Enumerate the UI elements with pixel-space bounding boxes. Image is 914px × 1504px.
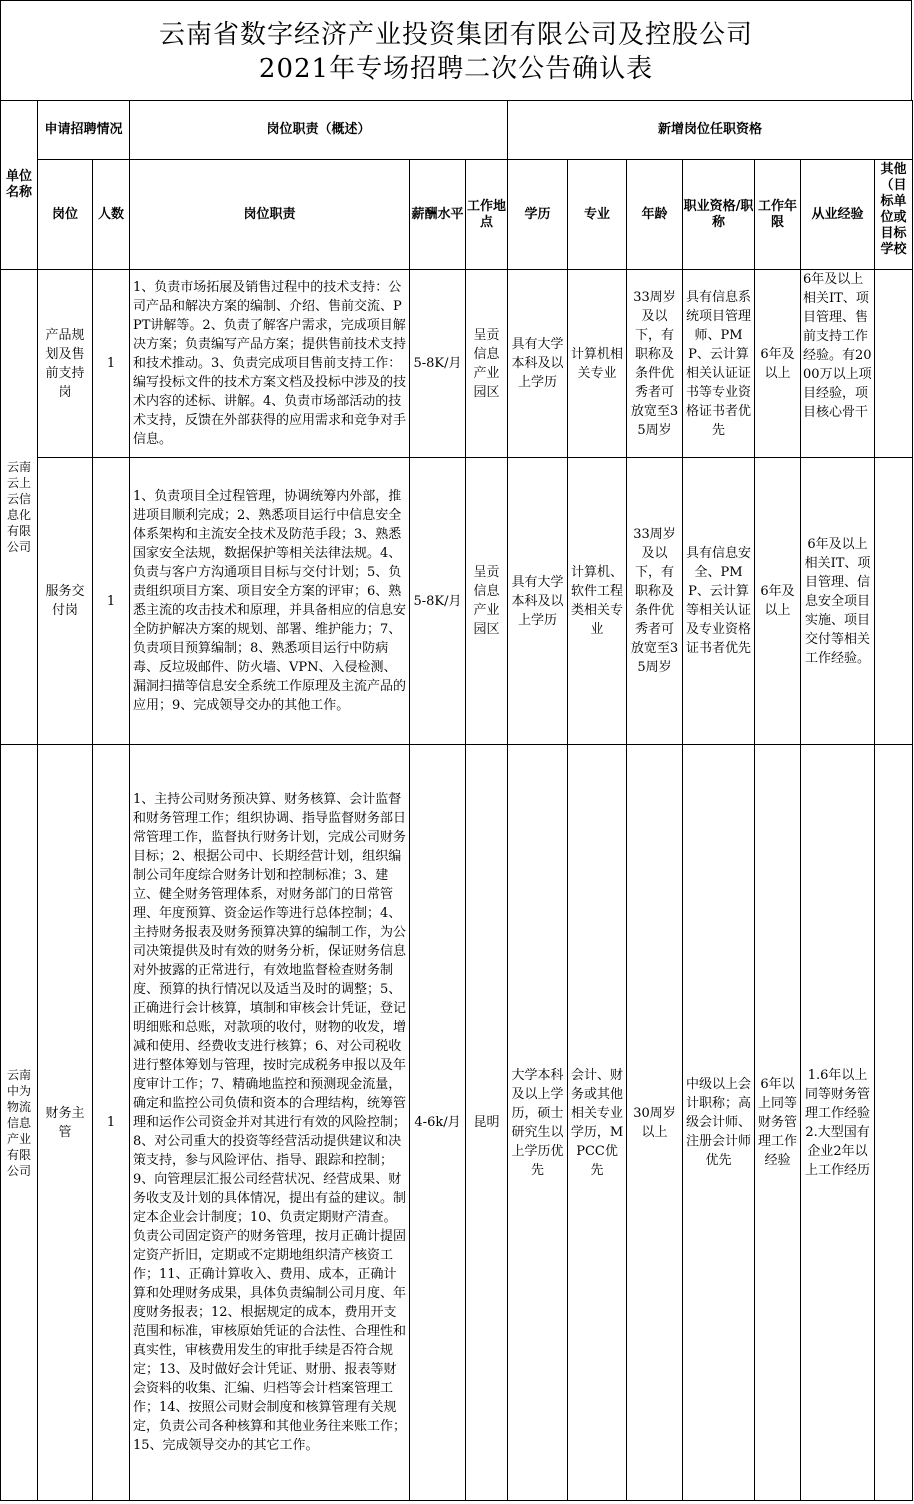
major-cell — [568, 458, 627, 745]
location-text: 呈贡信息产业园区 — [473, 565, 500, 637]
education-cell — [508, 270, 568, 458]
age-cell — [627, 745, 683, 1501]
header-duty-group: 岗位职责（概述） — [130, 101, 508, 160]
header-position: 岗位 — [38, 160, 93, 270]
unit-name: 云南云上云信息化有限公司 — [6, 460, 31, 554]
header-experience: 从业经验 — [801, 160, 875, 270]
location-text: 呈贡信息产业园区 — [473, 327, 500, 400]
certificate-cell — [683, 458, 755, 745]
table-row — [1, 458, 913, 745]
location-cell: 昆明 — [466, 745, 508, 1501]
header-location: 工作地点 — [466, 160, 508, 270]
header-other — [875, 160, 913, 270]
position-cell — [38, 745, 93, 1501]
title-line-1: 云南省数字经济产业投资集团有限公司及控股公司 — [158, 20, 753, 50]
certificate-text: 中级以上会计职称；高级会计师、注册会计师优先 — [686, 1077, 752, 1168]
duty-cell — [130, 458, 410, 745]
major-cell — [568, 745, 627, 1501]
other-cell — [875, 745, 913, 1501]
experience-cell — [801, 270, 875, 458]
salary-cell: 4-6k/月 — [410, 745, 466, 1501]
count-cell: 1 — [93, 270, 130, 458]
header-qual-group: 新增岗位任职资格 — [508, 101, 913, 160]
years-cell — [755, 458, 801, 745]
header-apply-group: 申请招聘情况 — [38, 101, 130, 160]
experience-text: 1.6年以上同等财务管理工作经验 2.大型国有企业2年以上工作经历 — [805, 1067, 871, 1178]
count-cell: 1 — [93, 458, 130, 745]
recruitment-table — [0, 100, 913, 1501]
age-cell — [627, 458, 683, 745]
major-cell — [568, 270, 627, 458]
header-certificate: 职业资格/职称 — [683, 160, 755, 270]
duty-text: 1、负责项目全过程管理，协调统筹内外部，推进项目顺利完成；2、熟悉项目运行中信息安全体系架构和主流安全技术及防范手段；3、熟悉国家安全法规，数据保护等相关法律法规。4、负责与客户方沟通项目目标与交付计划；5、负责组织项目方案、项目安全方案的评审；6、熟悉主流的攻击技术和原理，并具备相应的信息安全防护解决方案的规划、部署、维护能力；7、负责项目预算编制；8、熟悉项目运行中防病毒、反垃圾邮件、防火墙、VPN、入侵检测、漏洞扫描等信息安全系统工作原理及主流产品的应用；9、完成领导交办的其他工作。 — [133, 489, 407, 713]
unit-cell — [1, 745, 38, 1501]
education-cell — [508, 458, 568, 745]
years-cell — [755, 745, 801, 1501]
position-name: 产品规划及售前支持岗 — [45, 327, 85, 400]
table-title — [0, 0, 912, 101]
unit-name: 云南中为物流信息产业有限公司 — [6, 1067, 31, 1178]
header-education: 学历 — [508, 160, 568, 270]
header-other-text: 其他（目标单位或目标学校 — [880, 162, 907, 257]
education-text: 具有大学本科及以上学历 — [511, 574, 564, 628]
education-cell — [508, 745, 568, 1501]
age-text: 30周岁以上 — [633, 1105, 676, 1140]
location-cell — [466, 458, 508, 745]
other-cell — [875, 270, 913, 458]
years-text: 6年以上同等财务管理工作经验 — [758, 1077, 798, 1168]
age-text: 33周岁及以下，有职称及条件优秀者可放宽至35周岁 — [630, 527, 679, 675]
header-unit: 单位名称 — [1, 101, 38, 270]
experience-cell — [801, 745, 875, 1501]
years-cell — [755, 270, 801, 458]
age-cell — [627, 270, 683, 458]
table-row — [1, 270, 913, 458]
position-cell — [38, 270, 93, 458]
years-text: 6年及以上 — [760, 584, 795, 618]
duty-cell — [130, 745, 410, 1501]
duty-text: 1、主持公司财务预决算、财务核算、会计监督和财务管理工作；组织协调、指导监督财务部日常管理工作，监督执行财务计划，完成公司财务目标；2、根据公司中、长期经营计划，组织编制公司年度综合财务计划和控制标准；3、建立、健全财务管理体系，对财务部门的日常管理、年度预算、资金运作等进行总体控制；4、主持财务报表及财务预算决算的编制工作，为公司决策提供及时有效的财务分析，保证财务信息对外披露的正常进行，有效地监督检查财务制度、预算的执行情况以及适当及时的调整；5、正确进行会计核算，填制和审核会计凭证，登记明细账和总账，对款项的收付，财物的收发，增减和使用、经费收支进行核算；6、对公司税收进行整体筹划与管理，按时完成税务申报以及年度审计工作；7、精确地监控和预测现金流量，确定和监控公司负债和资本的合理结构，统筹管理和运作公司资金并对其进行有效的风险控制；8、对公司重大的投资等经营活动提供建议和决策支持，参与风险评估、指导、跟踪和控制；9、向管理层汇报公司经营状况、经营成果、财务收支及计划的具体情况，提出有益的建议。制定本企业会计制度；10、负责定期财产清查。负责公司固定资产的财务管理，按月正确计提固定资产折旧，定期或不定期地组织清产核资工作；11、正确计算收入、费用、成本，正确计算和处理财务成果，具体负责编制公司月度、年度财务报表；12、根据规定的成本，费用开支范围和标准，审核原始凭证的合法性、合理性和真实性，审核费用发生的审批手续是否符合规定；13、及时做好会计凭证、财册、报表等财会资料的收集、汇编、归档等会计档案管理工作；14、按照公司财会制度和核算管理有关规定，负责公司各种核算和其他业务往来账工作；15、完成领导交办的其它工作。 — [133, 792, 407, 1453]
experience-text: 6年及以上相关IT、项目管理、信息安全项目实施、项目交付等相关工作经验。 — [804, 536, 871, 666]
education-text: 大学本科及以上学历，硕士研究生以上学历优先 — [511, 1067, 564, 1178]
title-line-2: 2021年专场招聘二次公告确认表 — [258, 54, 654, 84]
certificate-text: 具有信息系统项目管理师、PMP、云计算相关认证证书等专业资格证书者优先 — [686, 289, 752, 438]
other-cell — [875, 458, 913, 745]
count-cell: 1 — [93, 745, 130, 1501]
salary-cell: 5-8K/月 — [410, 458, 466, 745]
duty-cell — [130, 270, 410, 458]
certificate-text: 具有信息安全、PMP、云计算等相关认证及专业资格证书者优先 — [686, 546, 752, 656]
header-salary: 薪酬水平 — [410, 160, 466, 270]
major-text: 会计、财务或其他相关专业学历，MPCC优先 — [570, 1067, 624, 1178]
position-cell — [38, 458, 93, 745]
header-count: 人数 — [93, 160, 130, 270]
experience-text: 6年及以上相关IT、项目管理、售前支持工作经验。有2000万以上项目经验，项目核心骨干 — [803, 272, 872, 420]
major-text: 计算机相关专业 — [571, 346, 624, 381]
unit-cell — [1, 270, 38, 745]
education-text: 具有大学本科及以上学历 — [511, 337, 564, 390]
experience-cell — [801, 458, 875, 745]
position-name: 服务交付岗 — [45, 584, 85, 618]
age-text: 33周岁及以下，有职称及条件优秀者可放宽至35周岁 — [630, 289, 679, 438]
header-duty: 岗位职责 — [130, 160, 410, 270]
salary-cell: 5-8K/月 — [410, 270, 466, 458]
location-cell — [466, 270, 508, 458]
certificate-cell — [683, 270, 755, 458]
header-age: 年龄 — [627, 160, 683, 270]
duty-text: 1、负责市场拓展及销售过程中的技术支持：公司产品和解决方案的编制、介绍、售前交流、PPT讲解等。2、负责了解客户需求，完成项目解决方案；负责编写产品方案；提供售前技术支持和技术推动。3、负责完成项目售前支持工作：编写投标文件的技术方案文档及投标中涉及的技术内容的述标、讲解。4、负责市场部活动的技术支持，反馈在外部获得的应用需求和竞争对手信息。 — [133, 280, 407, 447]
header-years: 工作年限 — [755, 160, 801, 270]
table-row — [1, 745, 913, 1501]
years-text: 6年及以上 — [760, 346, 795, 381]
certificate-cell — [683, 745, 755, 1501]
position-name: 财务主管 — [45, 1105, 85, 1140]
major-text: 计算机、软件工程类相关专业 — [571, 565, 624, 637]
header-major: 专业 — [568, 160, 627, 270]
